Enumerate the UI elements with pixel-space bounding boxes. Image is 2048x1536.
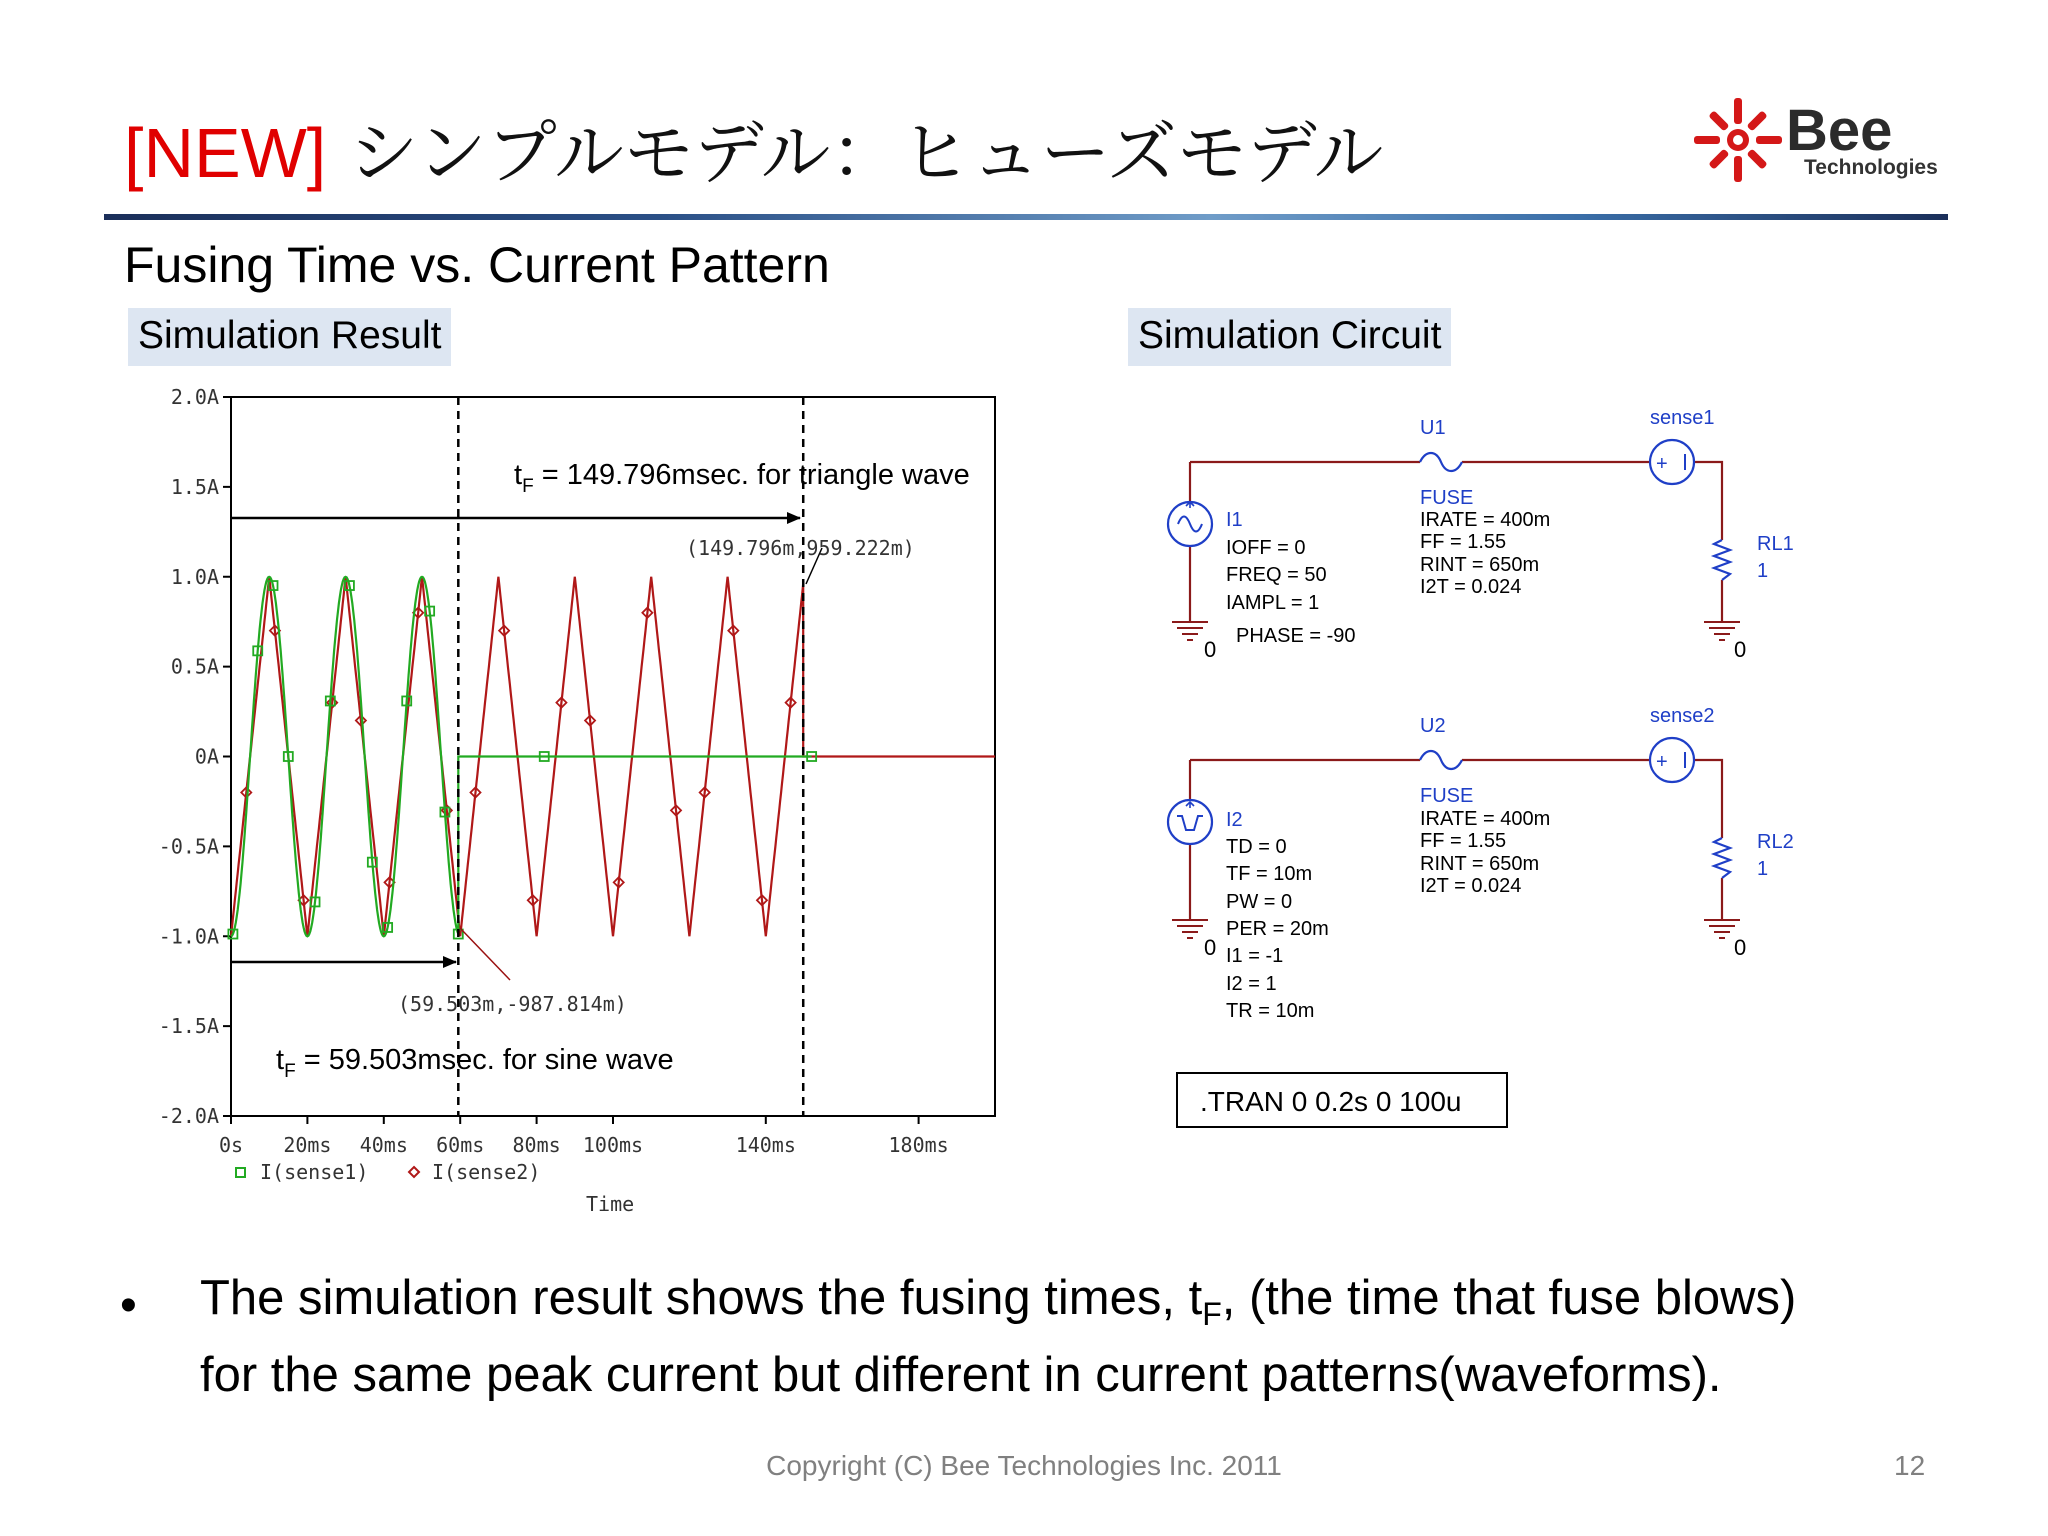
bullet-line1-sub: F [1202,1295,1222,1332]
source-i1-param-1: IOFF = 0 [1226,537,1306,559]
sense2-ref: sense2 [1650,705,1715,727]
simulation-circuit-label: Simulation Circuit [1128,308,1451,366]
tran-directive: .TRAN 0 0.2s 0 100u [1176,1072,1508,1128]
copyright: Copyright (C) Bee Technologies Inc. 2011 [766,1450,1282,1481]
legend-square-marker-icon [236,1168,245,1177]
tf-triangle-t: t [514,459,523,491]
y-tick-label-8: -2.0A [158,1104,219,1128]
source-i1-phase: PHASE = -90 [1236,625,1356,647]
x-axis-title: Time [586,1192,635,1216]
legend-diamond-marker-icon [409,1167,419,1177]
ground-1-label: 0 [1204,637,1217,662]
fuse-u2-param-2: FF = 1.55 [1420,830,1507,852]
x-tick-label-2: 40ms [359,1133,408,1157]
tf-triangle-text: = 149.796msec. for triangle wave [533,459,970,491]
tf-sine-text: = 59.503msec. for sine wave [295,1044,674,1076]
resistor-rl1-icon[interactable] [1714,540,1730,580]
source-i2-param-2: TF = 10m [1226,863,1313,885]
ground-4-label: 0 [1734,935,1747,960]
svg-text:+: + [1656,453,1668,475]
page-number: 12 [1894,1450,1926,1481]
bullet-line1-a: The simulation result shows the fusing times, t [200,1271,1203,1325]
tf-triangle-label [514,459,970,497]
legend-sense2-label: I(sense2) [432,1160,541,1184]
simulation-circuit [1150,390,1930,1040]
ground-icon-3 [1172,920,1208,938]
fuse-u2-param-4: I2T = 0.024 [1420,875,1522,897]
y-tick-label-3: 0.5A [170,654,219,679]
ground-3-label: 0 [1204,935,1217,960]
fuse-u1-param-1: IRATE = 400m [1420,509,1551,531]
x-tick-label-4: 80ms [512,1133,561,1157]
load-rl1-ref: RL1 [1757,533,1794,555]
tf-triangle-sub: F [522,476,534,497]
fuse-u2-param-3: RINT = 650m [1420,853,1540,875]
fuse-u2-name: FUSE [1420,785,1474,807]
bullet-line1-b: , (the time that fuse blows) [1221,1271,1797,1325]
source-i2-param-1: TD = 0 [1226,836,1287,858]
source-i2-icon[interactable] [1168,800,1212,844]
tf-sine-sub: F [284,1061,296,1082]
resistor-rl2-icon[interactable] [1714,838,1730,878]
fuse-u1-param-2: FF = 1.55 [1420,531,1507,553]
y-tick-label-7: -1.5A [158,1014,219,1039]
logo-sub: Technologies [1804,156,1938,179]
bullet-text [200,1268,1980,1406]
sense1-ref: sense1 [1650,407,1715,429]
legend-sense1-label: I(sense1) [260,1160,369,1184]
x-tick-label-6: 140ms [735,1133,796,1157]
title-text: シンプルモデル：ヒューズモデル [326,112,1384,194]
simulation-result-label: Simulation Result [128,308,451,366]
y-tick-label-5: -0.5A [158,834,219,859]
title-tag: [NEW] [124,114,327,192]
fuse-u1-icon[interactable] [1420,453,1462,471]
fuse-u1-param-4: I2T = 0.024 [1420,576,1522,598]
legend [236,1160,540,1184]
fuse-u2-param-1: IRATE = 400m [1420,808,1551,830]
x-axis [219,1116,949,1157]
svg-text:+: + [1656,751,1668,773]
source-i2-param-6: I2 = 1 [1226,973,1277,995]
source-i2-ref: I2 [1226,809,1243,831]
x-tick-label-1: 20ms [283,1133,332,1157]
x-tick-label-3: 60ms [436,1133,485,1157]
y-tick-label-1: 1.5A [170,474,219,499]
source-i2-param-3: PW = 0 [1226,891,1293,913]
bullet-line2: for the same peak current but different in current patterns(waveforms). [200,1347,1722,1402]
source-i2-param-5: I1 = -1 [1226,945,1284,967]
point2-annotation: (59.503m,-987.814m) [398,992,627,1016]
source-i2-param-4: PER = 20m [1226,918,1329,940]
y-tick-label-4: 0A [194,744,219,769]
tf-sine-t: t [276,1044,285,1076]
x-tick-label-7: 180ms [888,1133,949,1157]
sense2-icon[interactable] [1650,738,1694,782]
fuse-u1-ref: U1 [1420,417,1446,439]
y-axis [159,385,231,1128]
bullet-dot: • [120,1279,137,1332]
fuse-u1-param-3: RINT = 650m [1420,554,1540,576]
load-rl2-ref: RL2 [1757,831,1794,853]
ground-2-label: 0 [1734,637,1747,662]
source-i2-param-7: TR = 10m [1226,1000,1315,1022]
load-rl1-val: 1 [1757,560,1769,582]
y-tick-label-0: 2.0A [170,385,219,409]
tf-sine-label [276,1044,674,1082]
source-i1-param-2: FREQ = 50 [1226,564,1327,586]
point2-leader [460,928,510,980]
series-sense1-line [231,577,812,937]
subtitle: Fusing Time vs. Current Pattern [124,237,830,293]
sense1-icon[interactable] [1650,440,1694,484]
fuse-u1-name: FUSE [1420,487,1474,509]
source-i1-icon[interactable] [1168,502,1212,546]
fuse-u2-icon[interactable] [1420,751,1462,769]
x-tick-label-0: 0s [218,1133,244,1157]
load-rl2-val: 1 [1757,858,1769,880]
fuse-u2-ref: U2 [1420,715,1446,737]
point1-annotation: (149.796m,959.222m) [686,536,915,560]
source-i1-param-3: IAMPL = 1 [1226,592,1320,614]
source-i1-ref: I1 [1226,509,1243,531]
ground-icon-1 [1172,622,1208,640]
y-tick-label-2: 1.0A [170,564,219,589]
x-tick-label-5: 100ms [582,1133,644,1157]
y-tick-label-6: -1.0A [158,924,219,949]
logo-brand: Bee [1786,98,1893,163]
